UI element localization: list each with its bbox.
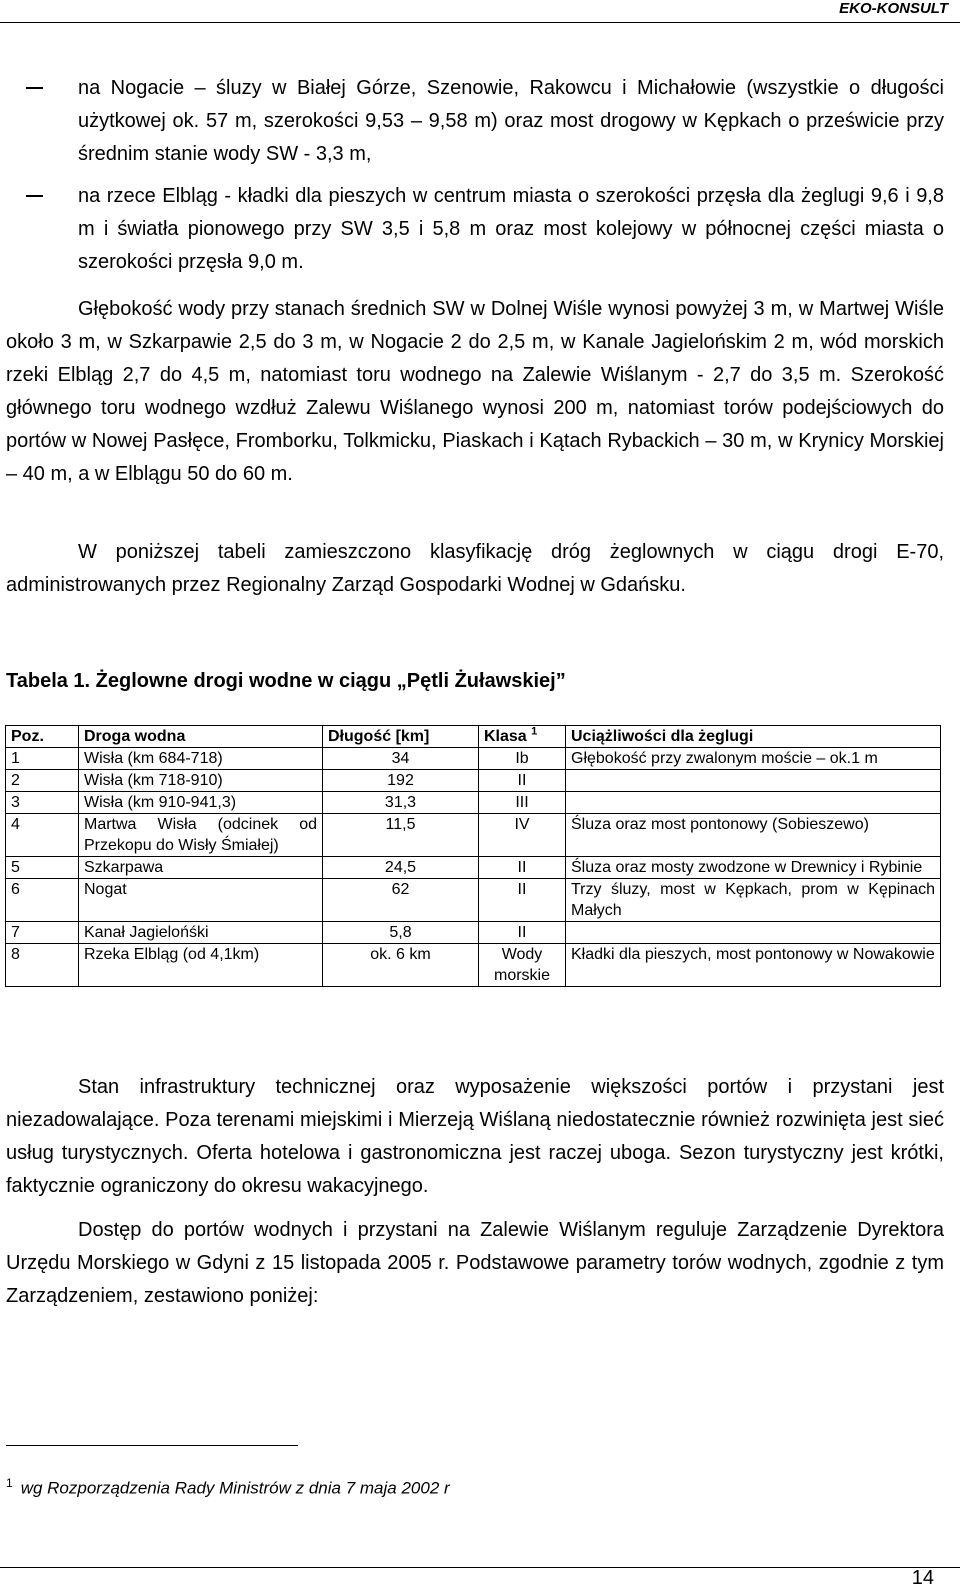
cell-droga: Rzeka Elbląg (od 4,1km) bbox=[79, 944, 323, 987]
paragraph-infrastructure: Stan infrastruktury technicznej oraz wyposażenie większości portów i przystani jest niezadowalające. Poza terenami miejskimi i Mierzeją Wiślaną niedostatecznie również rozwinięta jest sieć usług turystycznych. Oferta hotelowa i gastronomiczna jest raczej uboga. Sezon turystyczny jest krótki, faktycznie ograniczony do okresu wakacyjnego. bbox=[6, 1076, 944, 1197]
cell-uciazliwosci bbox=[566, 922, 941, 944]
cell-uciazliwosci: Trzy śluzy, most w Kępkach, prom w Kępinach Małych bbox=[566, 879, 941, 922]
footer-divider bbox=[0, 1567, 960, 1568]
cell-droga: Wisła (km 684-718) bbox=[79, 748, 323, 770]
table-row bbox=[6, 792, 941, 814]
bullet-item bbox=[6, 180, 944, 279]
cell-dlugosc: 31,3 bbox=[323, 792, 479, 814]
bullet-text: na rzece Elbląg - kładki dla pieszych w centrum miasta o szerokości przęsła dla żeglugi 9,6 i 9,8 m i światła pionowego przy SW 3,5 i 5,8 m oraz most kolejowy w północnej części miasta o szerokości przęsła 9,0 m. bbox=[78, 185, 944, 273]
cell-dlugosc: 24,5 bbox=[323, 857, 479, 879]
header-klasa bbox=[479, 726, 566, 748]
bullet-item bbox=[6, 72, 944, 171]
cell-klasa: IV bbox=[479, 814, 566, 857]
cell-droga: Martwa Wisła (odcinek od Przekopu do Wisły Śmiałej) bbox=[79, 814, 323, 857]
footnote-divider bbox=[6, 1445, 298, 1446]
cell-klasa: II bbox=[479, 879, 566, 922]
paragraph-access: Dostęp do portów wodnych i przystani na Zalewie Wiślanym reguluje Zarządzenie Dyrektora Urzędu Morskiego w Gdyni z 15 listopada 2005 r. Podstawowe parametry torów wodnych, zgodnie z tym Zarządzeniem, zestawiono poniżej: bbox=[6, 1219, 944, 1307]
cell-dlugosc: 192 bbox=[323, 770, 479, 792]
table-row bbox=[6, 748, 941, 770]
paragraph-table-intro: W poniższej tabeli zamieszczono klasyfikację dróg żeglownych w ciągu drogi E-70, administrowanych przez Regionalny Zarząd Gospodarki Wodnej w Gdańsku. bbox=[6, 541, 944, 596]
cell-poz: 7 bbox=[6, 922, 79, 944]
paragraph-depth: Głębokość wody przy stanach średnich SW w Dolnej Wiśle wynosi powyżej 3 m, w Martwej Wiśle około 3 m, w Szkarpawie 2,5 do 3 m, w Nogacie 2 do 2,5 m, w Kanale Jagielońskim 2 m, wód morskich rzeki Elbląg 2,7 do 4,5 m, natomiast toru wodnego na Zalewie Wiślanym - 2,7 do 3,5 m. Szerokość głównego toru wodnego wzdłuż Zalewu Wiślanego wynosi 200 m, natomiast torów podejściowych do portów w Nowej Pasłęce, Fromborku, Tolkmicku, Piaskach i Kątach Rybackich – 30 m, w Krynicy Morskiej – 40 m, a w Elblągu 50 do 60 m. bbox=[6, 298, 944, 485]
cell-poz: 5 bbox=[6, 857, 79, 879]
bullet-text: na Nogacie – śluzy w Białej Górze, Szenowie, Rakowcu i Michałowie (wszystkie o długości użytkowej ok. 57 m, szerokości 9,53 – 9,58 m) oraz most drogowy w Kępkach o prześwicie przy średnim stanie wody SW - 3,3 m, bbox=[78, 77, 944, 165]
cell-klasa: II bbox=[479, 922, 566, 944]
cell-droga: Kanał Jagielońśki bbox=[79, 922, 323, 944]
cell-uciazliwosci bbox=[566, 770, 941, 792]
cell-uciazliwosci: Kładki dla pieszych, most pontonowy w Nowakowie bbox=[566, 944, 941, 987]
cell-dlugosc: ok. 6 km bbox=[323, 944, 479, 987]
cell-uciazliwosci: Śluza oraz mosty zwodzone w Drewnicy i Rybinie bbox=[566, 857, 941, 879]
cell-uciazliwosci: Głębokość przy zwalonym moście – ok.1 m bbox=[566, 748, 941, 770]
cell-poz: 1 bbox=[6, 748, 79, 770]
header-poz: Poz. bbox=[6, 726, 79, 748]
header-uciazliwosci: Uciążliwości dla żeglugi bbox=[566, 726, 941, 748]
cell-dlugosc: 62 bbox=[323, 879, 479, 922]
table-caption: Tabela 1. Żeglowne drogi wodne w ciągu „Pętli Żuławskiej” bbox=[6, 670, 566, 692]
table-row bbox=[6, 857, 941, 879]
cell-dlugosc: 11,5 bbox=[323, 814, 479, 857]
header-divider bbox=[0, 22, 960, 23]
header-droga: Droga wodna bbox=[79, 726, 323, 748]
cell-poz: 4 bbox=[6, 814, 79, 857]
cell-poz: 8 bbox=[6, 944, 79, 987]
cell-dlugosc: 34 bbox=[323, 748, 479, 770]
dash-bullet-icon bbox=[26, 87, 43, 89]
cell-klasa: Ib bbox=[479, 748, 566, 770]
cell-klasa: III bbox=[479, 792, 566, 814]
cell-uciazliwosci: Śluza oraz most pontonowy (Sobieszewo) bbox=[566, 814, 941, 857]
table-row bbox=[6, 922, 941, 944]
cell-klasa: Wody morskie bbox=[479, 944, 566, 987]
cell-uciazliwosci bbox=[566, 792, 941, 814]
cell-droga: Szkarpawa bbox=[79, 857, 323, 879]
cell-poz: 6 bbox=[6, 879, 79, 922]
header-dlugosc: Długość [km] bbox=[323, 726, 479, 748]
footnote bbox=[6, 1476, 450, 1499]
table-row bbox=[6, 770, 941, 792]
dash-bullet-icon bbox=[26, 195, 43, 197]
cell-poz: 2 bbox=[6, 770, 79, 792]
footnote-number: 1 bbox=[6, 1476, 13, 1490]
cell-droga: Nogat bbox=[79, 879, 323, 922]
header-title: EKO-KONSULT bbox=[839, 0, 948, 17]
table-row bbox=[6, 814, 941, 857]
page-number: 14 bbox=[911, 1567, 934, 1589]
header-klasa-label: Klasa bbox=[484, 728, 527, 745]
table-row bbox=[6, 944, 941, 987]
cell-poz: 3 bbox=[6, 792, 79, 814]
cell-droga: Wisła (km 718-910) bbox=[79, 770, 323, 792]
cell-dlugosc: 5,8 bbox=[323, 922, 479, 944]
footnote-ref: 1 bbox=[531, 725, 538, 738]
table-header-row bbox=[6, 726, 941, 748]
footnote-text: wg Rozporządzenia Rady Ministrów z dnia 7 maja 2002 r bbox=[20, 1478, 450, 1498]
cell-klasa: II bbox=[479, 770, 566, 792]
cell-klasa: II bbox=[479, 857, 566, 879]
table-row bbox=[6, 879, 941, 922]
cell-droga: Wisła (km 910-941,3) bbox=[79, 792, 323, 814]
waterways-table bbox=[5, 725, 941, 987]
